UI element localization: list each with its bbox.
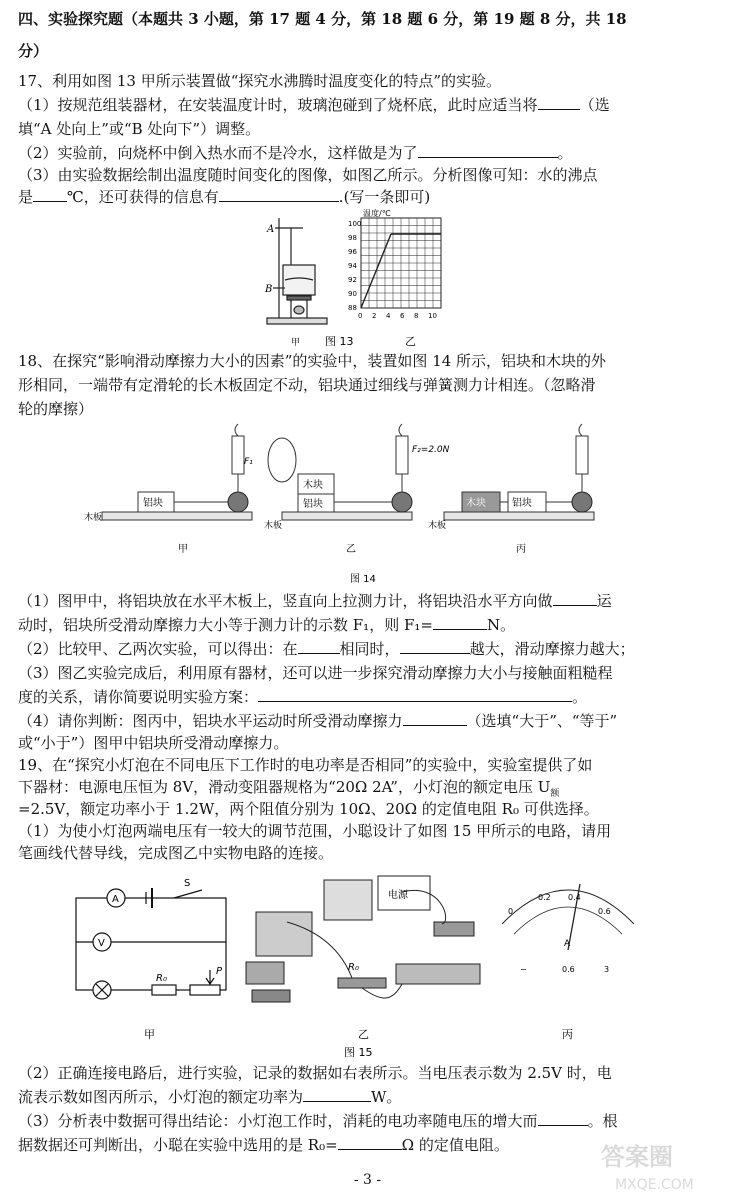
q19-p3-unit: Ω 的定值电阻。 — [401, 1136, 509, 1154]
graph-ylabel: 温度/℃ — [363, 209, 391, 218]
q19-stem3: =2.5V，额定功率小于 1.2W，两个阻值分别为 10Ω、20Ω 的定值电阻 R₀ 可供选择。 — [18, 800, 599, 818]
q18-p2-text: （2）比较甲、乙两次实验，可以得出：在 — [18, 640, 298, 658]
q17-p3-mid: ℃，还可获得的信息有 — [67, 188, 219, 206]
dial-scale-label: 0.4 — [568, 893, 581, 902]
answer-blank[interactable] — [219, 187, 339, 202]
dial-terminal-label: 3 — [604, 965, 610, 974]
fig15-caption: 图 15 — [344, 1046, 373, 1059]
panel-bing-label: 丙 — [516, 544, 526, 555]
q19-p2-unit: W。 — [371, 1088, 402, 1106]
answer-blank[interactable] — [403, 711, 467, 726]
x-tick-label: 4 — [386, 312, 391, 320]
al-block: 铝块 — [303, 499, 323, 510]
q18-stem2: 形相同，一端带有定滑轮的长木板固定不动，铝块通过细线与弹簧测力计相连。（忽略滑 — [18, 376, 596, 394]
board-label: 木板 — [264, 521, 283, 531]
svg-text:答案圈: 答案圈 — [601, 1143, 673, 1171]
x-tick-label: 2 — [372, 312, 377, 320]
panel-jia — [84, 424, 296, 555]
q17-part1 — [18, 94, 721, 116]
physical-circuit — [246, 876, 480, 1002]
fig13-right-label: 乙 — [405, 335, 416, 348]
q19-part3 — [18, 1110, 721, 1132]
meter-unit: A — [564, 939, 571, 949]
q18-stem3: 轮的摩擦） — [18, 400, 94, 418]
q18-p1-cont — [18, 614, 721, 636]
dial-scale-label: 0.2 — [538, 893, 551, 902]
answer-blank[interactable] — [553, 591, 597, 606]
q18-p3-cont — [18, 686, 721, 708]
fig15-yi: 乙 — [358, 1028, 369, 1041]
voltmeter-symbol: V — [98, 938, 105, 949]
answer-blank[interactable] — [418, 143, 558, 158]
answer-blank[interactable] — [303, 1087, 371, 1102]
al-block: 铝块 — [512, 498, 532, 509]
q19-p2-cont — [18, 1086, 721, 1108]
page-number: - 3 - — [353, 1172, 382, 1188]
q17-part3: （3）由实验数据绘制出温度随时间变化的图像，如图乙所示。分析图像可知：水的沸点 — [18, 166, 598, 184]
fig13-caption: 图 13 — [325, 335, 354, 348]
q18-part4 — [18, 710, 721, 732]
figure-14 — [84, 420, 628, 590]
y-tick-label: 96 — [348, 248, 357, 256]
q19-part1: （1）为使小灯泡两端电压有一较大的调节范围，小聪设计了如图 15 甲所示的电路，请用 — [18, 822, 612, 840]
f2-label: F₂=2.0N — [412, 445, 450, 455]
y-tick-label: 94 — [348, 262, 357, 270]
q19-p1-cont: 笔画线代替导线，完成图乙中实物电路的连接。 — [18, 844, 334, 862]
dial-scale-label: 0.6 — [598, 907, 611, 916]
q17-p2-text: （2）实验前，向烧杯中倒入热水而不是冷水，这样做是为了 — [18, 144, 418, 162]
y-tick-label: 88 — [348, 304, 357, 312]
y-tick-label: 90 — [348, 290, 357, 298]
q17-p3-tail: .(写一条即可) — [338, 188, 431, 206]
answer-blank[interactable] — [538, 95, 580, 110]
f1-label: F₁ — [244, 457, 253, 467]
q17-p1-cont: 填“A 处向上”或“B 处向下”）调整。 — [18, 120, 261, 138]
board-label: 木板 — [428, 521, 447, 531]
dial-terminal-label: 0.6 — [562, 965, 575, 974]
figure-15 — [62, 862, 672, 1060]
panel-yi-label: 乙 — [346, 544, 356, 555]
fig15-bing: 丙 — [562, 1028, 573, 1041]
svg-text:MXQE.COM: MXQE.COM — [615, 1177, 694, 1193]
q18-p2-mid: 相同时， — [339, 640, 400, 658]
q18-part2 — [18, 638, 721, 660]
q19-stem1: 19、在“探究小灯泡在不同电压下工作时的电功率是否相同”的实验中，实验室提供了如 — [18, 756, 593, 774]
q19-part2: （2）正确连接电路后，进行实验，记录的数据如右表所示。当电压表示数为 2.5V 时，电 — [18, 1064, 612, 1082]
q18-stem1: 18、在探究“影响滑动摩擦力大小的因素”的实验中，装置如图 14 所示，铝块和木块的外 — [18, 352, 607, 370]
q17-p1-tail: （选 — [579, 96, 610, 114]
y-tick-label: 92 — [348, 276, 357, 284]
q17-p1-text: （1）按规范组装器材，在安装温度计时，玻璃泡碰到了烧杯底，此时应适当将 — [18, 96, 538, 114]
r0-label: R₀ — [348, 962, 359, 973]
dial-terminal-label: − — [520, 965, 527, 974]
panel-jia-label: 甲 — [178, 544, 188, 555]
wood-block: 木块 — [303, 480, 323, 491]
q18-p4-tail: （选填“大于”、“等于” — [466, 712, 618, 730]
q18-p3-tail: 。 — [572, 688, 588, 706]
q17-p2-tail: 。 — [557, 144, 573, 162]
y-tick-label: 100 — [348, 220, 362, 228]
q18-p1-text2: 动时，铝块所受滑动摩擦力大小等于测力计的示数 F₁，则 F₁= — [18, 616, 433, 634]
q17-p3-cont — [18, 186, 721, 208]
section-title-line1: 四、实验探究题（本题共 3 小题，第 17 题 4 分，第 18 题 6 分，第 19 题 8 分，共 18 — [18, 10, 627, 28]
figure-13 — [255, 210, 455, 350]
q17-p3-text: 是 — [18, 188, 34, 206]
slider-p-label: P — [216, 966, 223, 977]
switch-label: S — [184, 878, 191, 889]
q18-part3: （3）图乙实验完成后，利用原有器材，还可以进一步探究滑动摩擦力大小与接触面粗糙程 — [18, 664, 613, 682]
x-tick-label: 10 — [428, 312, 437, 320]
q18-p4-cont: 或“小于”）图甲中铝块所受滑动摩擦力。 — [18, 734, 289, 752]
q19-p3-tail: 。根 — [587, 1112, 618, 1130]
fig13-left-label: 甲 — [291, 338, 301, 348]
panel-bing — [428, 424, 594, 555]
dial-scale-label: 0 — [508, 907, 514, 916]
q18-p1-text: （1）图甲中，将铝块放在水平木板上，竖直向上拉测力计，将铝块沿水平方向做 — [18, 592, 553, 610]
boiling-apparatus — [267, 218, 327, 324]
answer-blank[interactable] — [338, 1135, 402, 1150]
q18-part1 — [18, 590, 721, 612]
al-block: 铝块 — [143, 498, 163, 509]
wood-block: 木块 — [466, 498, 486, 509]
power-source-label: 电源 — [388, 890, 408, 901]
temperature-graph — [361, 218, 441, 308]
answer-blank[interactable] — [433, 615, 487, 630]
rated-subscript: 额 — [550, 789, 560, 799]
ammeter-symbol: A — [112, 894, 119, 905]
r0-label: R₀ — [156, 973, 167, 984]
q17-stem: 17、利用如图 13 甲所示装置做“探究水沸腾时温度变化的特点”的实验。 — [18, 72, 502, 90]
x-tick-label: 0 — [358, 312, 363, 320]
board-label: 木板 — [84, 513, 103, 523]
watermark-logo — [597, 1135, 727, 1195]
x-tick-label: 8 — [414, 312, 419, 320]
answer-blank[interactable] — [33, 187, 67, 202]
q17-part2 — [18, 142, 721, 164]
q19-p3-text2: 据数据还可判断出，小聪在实验中选用的是 R₀= — [18, 1136, 338, 1154]
fig15-jia: 甲 — [144, 1028, 155, 1041]
answer-blank[interactable] — [258, 687, 572, 702]
q18-p1-unit: N。 — [486, 616, 516, 634]
answer-blank[interactable] — [400, 639, 470, 654]
label-b: B — [265, 284, 273, 295]
q19-stem2-text: 下器材：电源电压恒为 8V，滑动变阻器规格为“20Ω 2A”，小灯泡的额定电压 U — [18, 778, 551, 796]
q19-p2-text: 流表示数如图丙所示，小灯泡的额定功率为 — [18, 1088, 304, 1106]
y-tick-label: 98 — [348, 234, 357, 242]
section-title-line2: 分） — [18, 42, 49, 60]
q18-p3-text: 度的关系，请你简要说明实验方案： — [18, 688, 259, 706]
label-a: A — [267, 224, 275, 235]
q18-p2-tail: 越大，滑动摩擦力越大； — [469, 640, 635, 658]
answer-blank[interactable] — [298, 639, 340, 654]
x-tick-label: 6 — [400, 312, 405, 320]
answer-blank[interactable] — [538, 1111, 588, 1126]
fig14-caption: 图 14 — [350, 574, 376, 585]
q19-p3-text: （3）分析表中数据可得出结论：小灯泡工作时，消耗的电功率随电压的增大而 — [18, 1112, 538, 1130]
q18-p4-text: （4）请你判断：图丙中，铝块水平运动时所受滑动摩擦力 — [18, 712, 403, 730]
q18-p1-tail: 运 — [596, 592, 612, 610]
